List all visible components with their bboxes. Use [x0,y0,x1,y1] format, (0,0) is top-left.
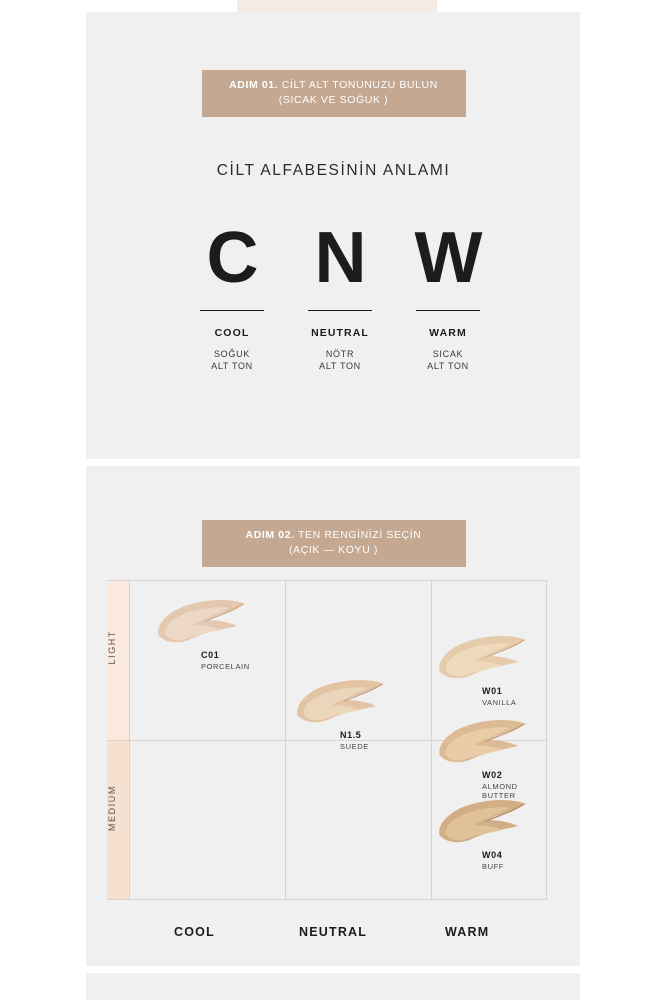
top-strip-right [437,0,667,12]
grid-line-h-top [107,580,547,581]
swatch-c01-name: PORCELAIN [201,662,250,671]
undertone-neutral-sub1: NÖTR [325,349,355,359]
step-badge-two [202,520,466,567]
step-badge-two-title: TEN RENGİNİZİ SEÇİN [294,529,422,541]
swatch-n15-code: N1.5 [340,730,362,740]
undertone-neutral-divider [308,310,372,311]
swatch-w01[interactable] [434,628,534,707]
swatch-w01-name: VANILLA [482,698,517,707]
swatch-w04-labels [434,850,534,871]
swatch-c01-smear [153,592,253,654]
swatch-w04[interactable] [434,792,534,871]
swatch-w01-code: W01 [482,686,503,696]
grid-line-v-neutral-warm [431,580,432,900]
undertone-cool-sub1: SOĞUK [213,349,250,359]
top-strip-left [0,0,237,12]
undertone-cool [180,218,284,372]
swatch-w01-labels [434,686,534,707]
swatch-w02-name: ALMOND BUTTER [482,782,518,800]
step-badge-one [202,70,466,117]
swatch-c01-labels [153,650,253,671]
undertone-warm [396,218,500,372]
undertone-cool-divider [200,310,264,311]
step-badge-two-line1 [202,529,466,541]
swatch-n15-smear [292,672,392,734]
undertone-warm-divider [416,310,480,311]
step-badge-two-subtitle: (AÇIK — KOYU ) [289,544,378,556]
step-badge-one-subtitle: (SICAK VE SOĞUK ) [278,94,389,106]
alphabet-heading: CİLT ALFABESİNİN ANLAMI [216,162,451,179]
undertone-warm-sub2: ALT TON [427,361,469,371]
column-label-warm: WARM [445,925,490,939]
undertone-neutral-letter: N [314,218,366,298]
swatch-c01-code: C01 [201,650,220,660]
swatch-w04-code: W04 [482,850,503,860]
undertone-neutral [288,218,392,372]
grid-line-v-cool-neutral [285,580,286,900]
column-label-cool: COOL [174,925,215,939]
swatch-w02-code: W02 [482,770,503,780]
undertone-cool-sub2: ALT TON [211,361,253,371]
section-panel-footer [86,973,580,1000]
grid-line-v-axis [129,580,130,900]
undertone-neutral-name: NEUTRAL [311,327,369,339]
step-badge-one-line1 [202,79,466,91]
undertone-cool-letter: C [206,218,258,298]
shade-chart-column-labels [107,925,577,945]
undertone-warm-sub1: SICAK [432,349,464,359]
undertone-neutral-sub2: ALT TON [319,361,361,371]
swatch-w02-smear [434,712,534,774]
swatch-w02[interactable] [434,712,547,800]
swatch-w04-name: BUFF [482,862,504,871]
step-badge-one-prefix: ADIM 01. [229,79,279,91]
undertone-cool-name: COOL [214,327,250,339]
undertone-letters [180,218,500,372]
step-badge-one-title: CİLT ALT TONUNUZU BULUN [278,79,438,91]
top-strip-accent [237,0,437,12]
step-badge-two-prefix: ADIM 02. [245,529,295,541]
row-label-light: LIGHT [107,630,117,665]
column-label-neutral: NEUTRAL [299,925,368,939]
shade-chart [107,580,547,900]
row-label-medium: MEDIUM [107,785,117,832]
swatch-c01[interactable] [153,592,253,671]
undertone-warm-letter: W [414,218,482,298]
grid-line-h-bottom [107,899,547,900]
swatch-n15-name: SUEDE [340,742,369,751]
swatch-w01-smear [434,628,534,690]
swatch-n15-labels [292,730,392,751]
swatch-n15[interactable] [292,672,392,751]
undertone-warm-name: WARM [429,327,467,339]
swatch-w04-smear [434,792,534,854]
